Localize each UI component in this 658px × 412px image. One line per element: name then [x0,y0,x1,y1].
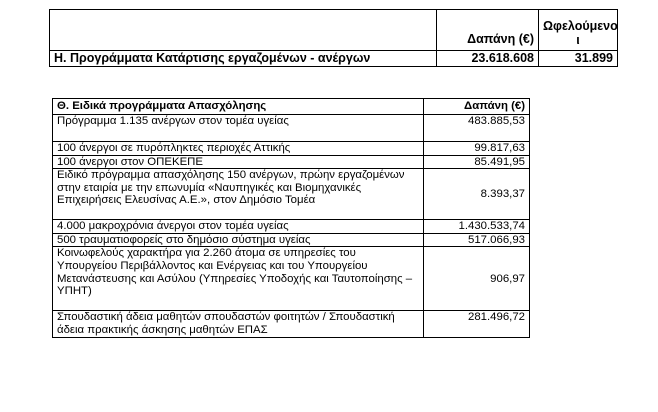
training-programs-table [49,9,618,67]
program-description: Σπουδαστική άδεια μαθητών σπουδαστών φοιτητών / Σπουδαστική άδεια πρακτικής άσκησης μαθητών ΕΠΑΣ [53,311,424,338]
program-cost: 1.430.533,74 [424,220,530,234]
table-row [53,220,530,234]
program-cost: 85.491,95 [424,155,530,169]
table2-header-row [53,99,530,115]
table1-header-beneficiaries-line1: Ωφελούμενο [543,19,618,33]
program-cost: 517.066,93 [424,233,530,247]
program-description: 100 άνεργοι στον ΟΠΕΚΕΠΕ [53,155,424,169]
program-description: Πρόγραμμα 1.135 ανέργων στον τομέα υγείας [53,115,424,142]
program-description: 4.000 μακροχρόνια άνεργοι στον τομέα υγείας [53,220,424,234]
table1-header-blank [50,10,437,51]
table2-header-title: Θ. Ειδικά προγράμματα Απασχόλησης [53,99,424,115]
table-row [53,155,530,169]
table1-header-row [50,10,618,51]
program-cost: 99.817,63 [424,142,530,156]
table1-row-cost: 23.618.608 [437,51,539,67]
table1-row-label: Η. Προγράμματα Κατάρτισης εργαζομένων - ανέργων [50,51,437,67]
program-description: Κοινωφελούς χαρακτήρα για 2.260 άτομα σε υπηρεσίες του Υπουργείου Περιβάλλοντος και Ενέργειας και του Υπουργείου Μετανάστευσης και Ασύλου (Υπηρεσίες Υποδοχής και Ταυτοποίησης – ΥΠΗΤ) [53,247,424,311]
program-cost: 281.496,72 [424,311,530,338]
table1-header-cost: Δαπάνη (€) [437,10,539,51]
program-cost: 906,97 [424,247,530,311]
program-cost: 8.393,37 [424,169,530,220]
program-description: 100 άνεργοι σε πυρόπληκτες περιοχές Αττικής [53,142,424,156]
table1-row-beneficiaries: 31.899 [539,51,618,67]
program-cost: 483.885,53 [424,115,530,142]
table-row [53,115,530,142]
table-row [53,169,530,220]
program-description: Ειδικό πρόγραμμα απασχόλησης 150 ανέργων, πρώην εργαζομένων στην εταιρία με την επωνυμία «Ναυπηγικές και Βιομηχανικές Επιχειρήσεις Ελευσίνας Α.Ε.», στον Δημόσιο Τομέα [53,169,424,220]
table-row [53,247,530,311]
table2-header-cost: Δαπάνη (€) [424,99,530,115]
program-description: 500 τραυματιοφορείς στο δημόσιο σύστημα υγείας [53,233,424,247]
table1-row [50,51,618,67]
table-row [53,311,530,338]
table-row [53,142,530,156]
table1-header-beneficiaries [539,10,618,51]
employment-programs-table [52,98,530,338]
table1-header-beneficiaries-line2: ι [576,33,580,47]
table-row [53,233,530,247]
